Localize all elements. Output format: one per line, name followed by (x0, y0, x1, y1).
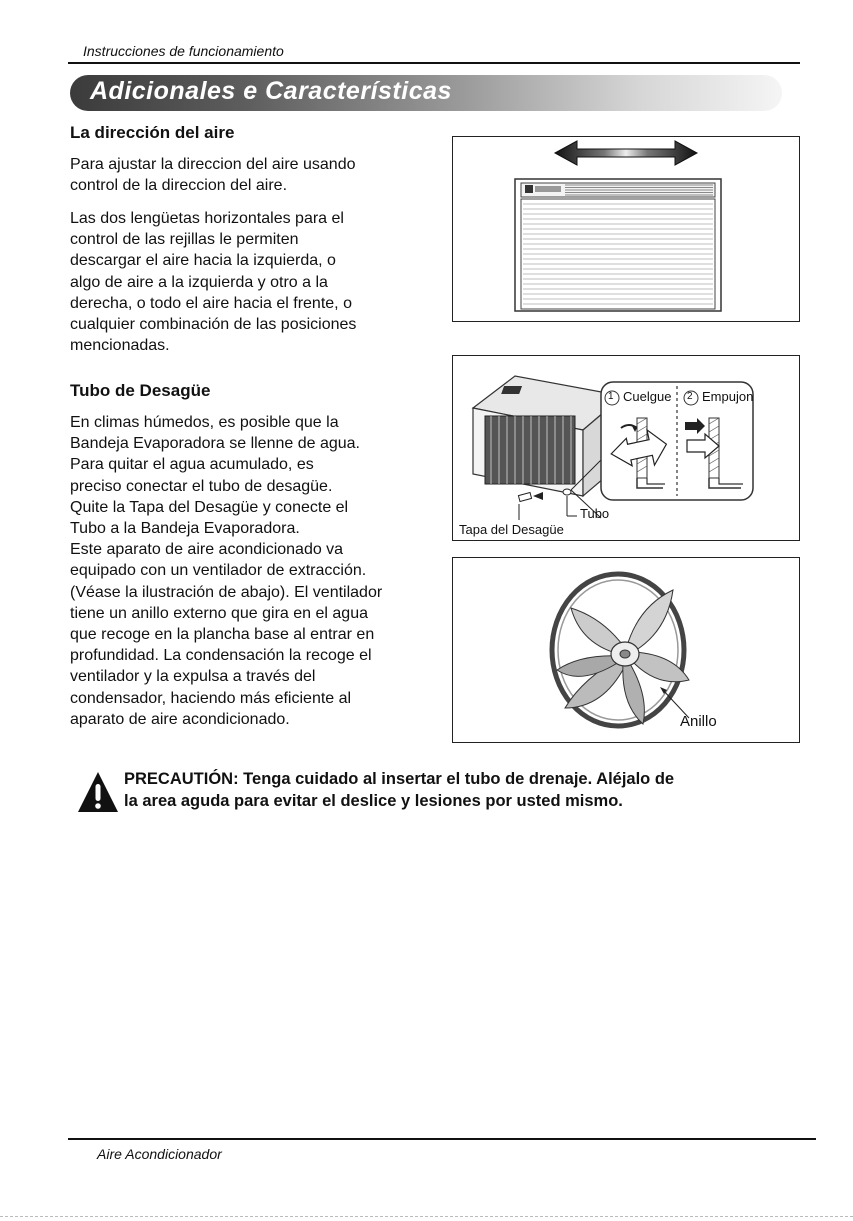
air-direction-heading: La dirección del aire (70, 123, 235, 142)
step-2-number: 2 (687, 391, 693, 402)
step-1-label: Cuelgue (623, 389, 672, 404)
footer-label: Aire Acondicionador (97, 1146, 222, 1162)
fan-ring-illustration (453, 558, 799, 742)
air-conditioner-front-illustration (453, 137, 799, 321)
header-label: Instrucciones de funcionamiento (83, 43, 284, 59)
step-2-label: Empujon (702, 389, 754, 404)
air-direction-figure (452, 136, 800, 322)
air-direction-paragraph-1: Para ajustar la direccion del aire usando control de la direccion del aire. (70, 156, 356, 195)
warning-icon (76, 770, 120, 814)
drain-heading: Tubo de Desagüe (70, 381, 211, 400)
ring-label: Anillo (680, 713, 717, 730)
drain-figure (452, 355, 800, 541)
banner-title: Adicionales e Características (90, 77, 452, 105)
drain-installation-illustration (453, 356, 799, 540)
drain-cap-label: Tapa del Desagüe (459, 522, 564, 537)
fan-figure (452, 557, 800, 743)
air-direction-paragraph-2: Las dos lengüetas horizontales para el control de las rejillas le permiten descargar el aire hacia la izquierda, o algo de aire a la izquierda y otro a la derecha, o todo el aire hacia el frente, o cualquier combinación de las posiciones mencionadas. (70, 210, 357, 355)
tube-label: Tubo (580, 506, 610, 521)
step-1-number: 1 (608, 391, 614, 402)
drain-paragraph: En climas húmedos, es posible que la Bandeja Evaporadora se llenne de agua. Para quitar el agua acumulado, es preciso conectar el tubo de desagüe. Quite la Tapa del Desagüe y conecte el Tubo a la Bandeja Evaporadora. Este aparato de aire acondicionado va equipado con un ventilador de extracción. (Véase la ilustración de abajo). El ventilador tiene un anillo externo que gira en el agua que recoge en la plancha base al entrar en profundidad. La condensación la recoge el ventilador y la expulsa a través del condensador, haciendo más eficiente al aparato de aire acondicionado. (70, 414, 383, 728)
footer-rule (68, 1138, 816, 1140)
header-rule (68, 62, 800, 64)
caution-text: PRECAUTIÓN: Tenga cuidado al insertar el tubo de drenaje. Aléjalo de la area aguda para evitar el deslice y lesiones por usted mismo. (124, 770, 675, 810)
page-edge (0, 1216, 853, 1217)
double-arrow-icon (555, 141, 697, 165)
